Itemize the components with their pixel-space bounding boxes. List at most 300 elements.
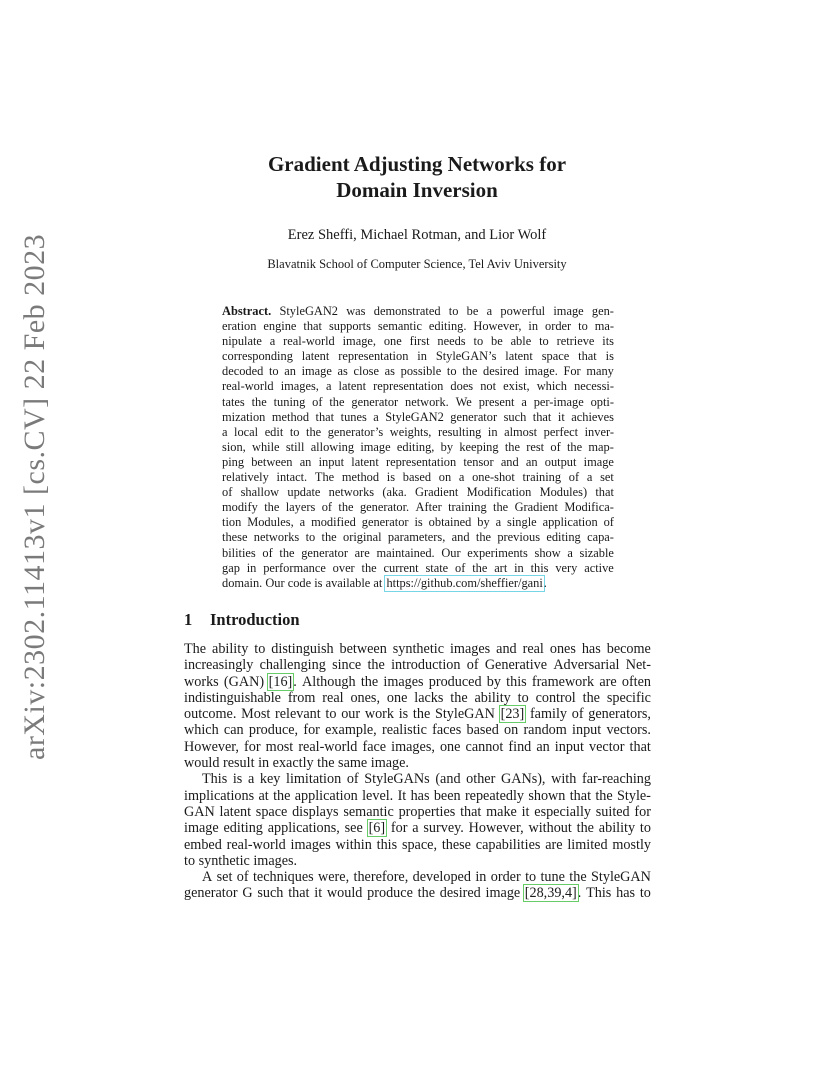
text-word: to	[639, 885, 651, 902]
text-word: of	[321, 500, 333, 515]
text-word: image	[553, 304, 584, 318]
text-word: Gradient	[514, 500, 558, 515]
text-word: real-world	[222, 379, 274, 394]
text-word: tensor	[463, 454, 494, 469]
text-word: to	[473, 334, 484, 349]
text-word: image	[184, 820, 219, 837]
text-word: does	[450, 379, 474, 394]
text-word: cannot	[465, 738, 504, 755]
text-word: G	[242, 885, 253, 902]
text-word: image [28,39,4].	[485, 885, 582, 902]
text-word: one	[383, 334, 402, 349]
title-line-2: Domain Inversion	[336, 178, 498, 202]
text-word: to	[525, 869, 537, 886]
text-word: image	[301, 364, 332, 379]
text-word: is	[414, 515, 423, 530]
text-word: displays	[292, 803, 339, 820]
text-word: networks	[328, 485, 375, 500]
text-word: real	[522, 641, 544, 657]
text-word: to	[289, 424, 300, 439]
text-word: engine	[263, 319, 297, 334]
text-word: shallow	[240, 485, 280, 500]
abstract-line	[222, 455, 614, 470]
text-word: training	[448, 500, 487, 515]
abstract-last-text: domain. Our code is available at	[222, 575, 386, 590]
text-word: of	[550, 439, 561, 454]
text-word: the	[338, 500, 354, 515]
text-word: to	[539, 334, 549, 349]
text-word: the	[595, 787, 613, 804]
text-word: been	[433, 787, 461, 804]
text-word: the	[582, 689, 600, 706]
text-word: editing	[223, 820, 263, 837]
text-word: work	[364, 706, 394, 723]
text-word: keeping	[459, 439, 499, 454]
abstract-line	[222, 379, 614, 394]
text-word: After	[415, 500, 442, 515]
text-word: A	[202, 869, 213, 886]
text-word: produce	[367, 885, 413, 902]
abstract-line	[222, 395, 614, 410]
text-word: many	[586, 364, 614, 379]
text-word: latent	[219, 803, 252, 820]
text-word: mostly	[612, 836, 651, 853]
text-word: state	[425, 560, 449, 575]
body-line	[184, 820, 651, 836]
text-word: layers	[285, 500, 316, 515]
text-word: of	[568, 470, 580, 485]
text-word: current	[383, 560, 419, 575]
text-word: the	[279, 545, 295, 560]
text-word: Modification	[466, 485, 532, 500]
text-word: (aka.	[382, 485, 407, 500]
text-word: one	[386, 689, 408, 706]
text-word: Gradient	[415, 485, 459, 500]
text-word: therefore,	[353, 869, 409, 886]
abstract-line	[222, 470, 614, 485]
text-word: relatively	[222, 470, 269, 485]
text-word: editing	[546, 530, 581, 545]
text-word: edit	[264, 424, 284, 439]
text-word: modify	[222, 500, 258, 515]
text-word: ability	[474, 689, 511, 706]
text-word: of	[571, 706, 584, 723]
text-word: The	[184, 641, 207, 657]
text-word: ability	[212, 641, 249, 657]
text-word: images,	[391, 738, 435, 755]
text-word: realistic	[381, 722, 427, 739]
text-word: Most	[241, 706, 271, 723]
text-word: input	[572, 722, 602, 739]
text-word: an	[299, 454, 312, 469]
text-word: the	[462, 364, 478, 379]
text-word: sizable	[579, 545, 614, 560]
text-word: space	[541, 349, 570, 364]
text-word: this	[506, 673, 527, 690]
text-word: as	[384, 364, 395, 379]
text-word: opti-	[590, 394, 614, 409]
text-word: semantic	[343, 803, 394, 820]
text-word: to	[578, 319, 588, 334]
body-line	[184, 641, 651, 657]
text-word: to	[268, 364, 279, 379]
text-word: latent	[338, 379, 367, 394]
text-word: level.	[362, 787, 394, 804]
text-word: art	[494, 560, 508, 575]
text-word: that	[315, 409, 335, 424]
text-word: image	[360, 439, 391, 454]
body-line	[184, 853, 651, 869]
text-word: experiments	[467, 545, 528, 560]
text-word: a	[495, 515, 502, 530]
abstract-line	[222, 561, 614, 576]
text-word: face	[362, 738, 387, 755]
text-word: image.	[524, 364, 558, 379]
text-word: single	[507, 515, 537, 530]
text-word: mization	[222, 409, 266, 424]
text-word: of	[466, 657, 479, 674]
text-word: often	[621, 673, 651, 690]
text-word: faces	[432, 722, 462, 739]
text-word: network.	[405, 394, 449, 409]
text-word: generator	[184, 885, 238, 902]
text-word: It	[397, 787, 407, 804]
text-word: in	[487, 424, 498, 439]
text-word: Although	[302, 673, 356, 690]
body-line	[184, 690, 651, 706]
text-word: decoded	[222, 364, 264, 379]
text-word: inver-	[584, 424, 614, 439]
text-word: on	[504, 722, 519, 739]
text-word: the	[450, 689, 468, 706]
text-word: ones,	[350, 689, 380, 706]
text-word: order	[490, 869, 521, 886]
text-word: the	[566, 439, 583, 454]
section-title: Introduction	[210, 610, 300, 629]
text-word: per-image	[533, 394, 584, 409]
text-word: challenging	[259, 657, 326, 674]
text-word: the	[251, 394, 267, 409]
text-word: indistinguishable	[184, 689, 281, 706]
body-line	[184, 657, 651, 673]
text-word: allowing	[310, 439, 355, 454]
citation-link[interactable]: [6]	[368, 820, 386, 837]
text-word: the	[493, 500, 509, 515]
text-word: it	[521, 803, 530, 820]
text-word: application	[294, 787, 358, 804]
text-word: random	[523, 722, 567, 739]
abstract-line	[222, 485, 614, 500]
text-word: tunes	[340, 409, 367, 424]
text-word: Our	[441, 545, 461, 560]
text-word: tion	[222, 515, 242, 530]
text-word: still	[285, 439, 305, 454]
text-word: a	[222, 424, 228, 439]
text-word: over	[332, 560, 355, 575]
text-word: However,	[184, 738, 239, 755]
text-word: be	[466, 304, 479, 318]
body-line	[184, 706, 651, 722]
text-word: embed	[184, 836, 222, 853]
text-word: training	[522, 470, 562, 485]
text-word: However,	[473, 319, 522, 334]
code-repository-link[interactable]: https://github.com/sheffier/gani	[386, 575, 543, 590]
text-word: implications	[184, 787, 255, 804]
text-word: However,	[468, 820, 524, 837]
text-word: nipulate	[222, 334, 262, 349]
text-word: possible	[400, 364, 442, 379]
text-word: in	[514, 560, 524, 575]
text-word: the	[361, 560, 377, 575]
text-word: local	[234, 424, 259, 439]
text-word: are	[545, 836, 563, 853]
text-word: for	[303, 722, 320, 739]
text-word: based	[466, 722, 499, 739]
text-word: representation	[373, 379, 444, 394]
title-line-1: Gradient Adjusting Networks for	[267, 152, 567, 176]
text-word: to	[325, 706, 337, 723]
body-line	[184, 739, 651, 755]
text-word: make	[486, 803, 517, 820]
text-word: ping	[222, 454, 245, 469]
text-word: were,	[318, 869, 350, 886]
text-word: generator’s	[327, 424, 384, 439]
text-word: space,	[401, 836, 437, 853]
text-word: has	[581, 641, 601, 657]
abstract-line	[222, 319, 614, 334]
text-word: distinguish	[271, 641, 334, 657]
text-word: that	[569, 787, 592, 804]
body-line	[184, 869, 651, 885]
text-word: original	[343, 530, 382, 545]
text-word: method	[271, 409, 310, 424]
text-word: desired	[483, 364, 519, 379]
text-word: lacks	[414, 689, 444, 706]
text-word: images	[449, 641, 491, 657]
text-word: generators,	[588, 706, 651, 723]
text-word: present	[478, 394, 515, 409]
affiliation: Blavatnik School of Computer Science, Tel Aviv University	[267, 257, 567, 271]
text-word: the	[417, 885, 435, 902]
body-text-span: to synthetic images.	[184, 852, 298, 869]
text-word: the	[472, 560, 488, 575]
text-word: in	[417, 349, 427, 364]
text-word: exist,	[503, 379, 530, 394]
text-word: Adversarial	[553, 657, 620, 674]
text-word: that	[578, 349, 597, 364]
text-word: close	[353, 364, 379, 379]
text-word: Modules)	[539, 485, 588, 500]
introduction-body	[184, 641, 651, 902]
text-word: in	[528, 319, 539, 334]
text-word: the	[569, 869, 587, 886]
text-word: generator	[301, 545, 348, 560]
text-word: suited	[595, 803, 630, 820]
text-word: The	[314, 470, 335, 485]
text-word: these	[441, 836, 471, 853]
text-word: this	[376, 836, 398, 853]
text-word: to	[305, 530, 316, 545]
text-word: a	[412, 820, 419, 837]
paper-title	[184, 151, 650, 203]
text-word: become	[606, 641, 651, 657]
text-word: achieves	[571, 409, 614, 424]
text-word: works	[184, 673, 219, 690]
text-word: vector	[589, 738, 625, 755]
text-word: needs	[437, 334, 466, 349]
text-word: of	[222, 485, 233, 500]
text-word: ability	[598, 820, 636, 837]
text-word: sion,	[222, 439, 246, 454]
text-word: representation	[385, 454, 457, 469]
text-word: the	[504, 439, 520, 454]
text-word: to	[446, 364, 457, 379]
text-word: the	[475, 530, 492, 545]
text-word: the	[412, 706, 431, 723]
text-word: are	[354, 545, 370, 560]
text-word: rest	[526, 439, 545, 454]
text-word: Modifica-	[564, 500, 614, 515]
text-word: corresponding	[222, 349, 293, 364]
text-word: set	[216, 869, 233, 886]
text-word: the	[321, 530, 337, 545]
text-word: of	[236, 869, 249, 886]
text-word: StyleGAN2	[279, 304, 338, 318]
text-word: increasingly	[184, 657, 254, 674]
text-word: see	[344, 820, 363, 837]
text-word: that	[629, 738, 651, 755]
text-word: of	[603, 515, 614, 530]
text-word: eration	[222, 319, 257, 334]
text-word: StyleGAN	[434, 706, 495, 723]
text-word: far-reaching	[581, 771, 651, 788]
body-line	[184, 771, 651, 787]
text-word: map-	[588, 439, 614, 454]
section-number: 1	[184, 610, 193, 629]
text-word: powerful	[500, 304, 546, 318]
text-word: networks	[253, 530, 300, 545]
abstract-period: .	[543, 575, 547, 590]
text-word: real-world	[226, 836, 286, 853]
text-word: that	[595, 485, 614, 500]
text-word: and	[496, 641, 517, 657]
text-word: real-world	[283, 334, 335, 349]
text-word: output	[544, 454, 577, 469]
text-word: properties	[398, 803, 456, 820]
citation-link[interactable]: [16]	[268, 673, 293, 690]
text-word: a	[325, 379, 332, 394]
text-word: by	[440, 439, 454, 454]
text-word: outcome.	[184, 706, 237, 723]
text-word: for	[390, 820, 408, 837]
text-word: the	[367, 657, 385, 674]
abstract-line	[222, 425, 614, 440]
text-word: and	[500, 454, 519, 469]
abstract-line	[222, 304, 614, 319]
text-word: image,	[342, 334, 376, 349]
text-word: editing.	[428, 319, 467, 334]
text-word: necessi-	[574, 379, 614, 394]
text-word: desired	[439, 885, 481, 902]
text-word: such	[503, 409, 527, 424]
text-word: find	[508, 738, 532, 755]
text-word: is	[386, 470, 396, 485]
text-word: gen-	[591, 304, 614, 318]
text-word: the	[576, 820, 594, 837]
text-word: based	[402, 470, 432, 485]
citation-link[interactable]: [28,39,4]	[524, 885, 577, 902]
text-word: ma-	[594, 319, 614, 334]
text-word: to	[254, 641, 266, 657]
text-word: survey.	[423, 820, 464, 837]
text-word: ones	[549, 641, 576, 657]
abstract-line	[222, 515, 614, 530]
text-word: GANs),	[500, 771, 546, 788]
text-word: which	[536, 379, 567, 394]
text-word: gap	[222, 560, 240, 575]
text-word: relevant	[275, 706, 321, 723]
text-word: for	[244, 738, 261, 755]
text-word: techniques	[252, 869, 314, 886]
body-line	[184, 674, 651, 690]
text-word: especially	[534, 803, 591, 820]
text-word: control	[535, 689, 576, 706]
text-word: weights,	[389, 424, 432, 439]
text-word: bilities	[222, 545, 256, 560]
text-word: that	[460, 803, 482, 820]
text-word: within	[335, 836, 372, 853]
text-word: tune	[540, 869, 565, 886]
text-word: produced	[428, 673, 482, 690]
citation-link[interactable]: [23]	[500, 706, 525, 723]
author-list: Erez Sheffi, Michael Rotman, and Lior Wolf	[287, 227, 547, 243]
text-word: generator.	[359, 500, 410, 515]
text-word: semantic	[377, 319, 422, 334]
text-word: vectors.	[606, 722, 651, 739]
text-word: show	[534, 545, 561, 560]
text-word: first	[409, 334, 430, 349]
text-word: capabilities	[475, 836, 541, 853]
text-word: specific	[606, 689, 651, 706]
text-word: method	[341, 470, 380, 485]
text-word: the	[273, 787, 291, 804]
text-word: be	[491, 334, 503, 349]
text-word: Net-	[625, 657, 651, 674]
text-word: to	[639, 820, 651, 837]
text-word: images	[290, 836, 331, 853]
text-word: is	[605, 349, 614, 364]
abstract-line	[222, 349, 614, 364]
abstract-line	[222, 546, 614, 561]
text-word: other	[466, 771, 496, 788]
text-word: to	[448, 304, 459, 318]
text-word: This	[586, 885, 612, 902]
abstract-line	[222, 410, 614, 425]
text-word: very	[555, 560, 578, 575]
text-word: a	[586, 470, 593, 485]
text-word: generator	[361, 515, 409, 530]
text-word: framework	[531, 673, 595, 690]
text-word: representation	[338, 349, 409, 364]
text-word: performance	[263, 560, 326, 575]
text-word: (and	[435, 771, 461, 788]
abstract-line	[222, 500, 614, 515]
text-word: generator	[351, 394, 399, 409]
text-word: by	[486, 673, 501, 690]
text-word: This	[202, 771, 228, 788]
text-word: space	[255, 803, 288, 820]
text-word: Generative	[484, 657, 548, 674]
